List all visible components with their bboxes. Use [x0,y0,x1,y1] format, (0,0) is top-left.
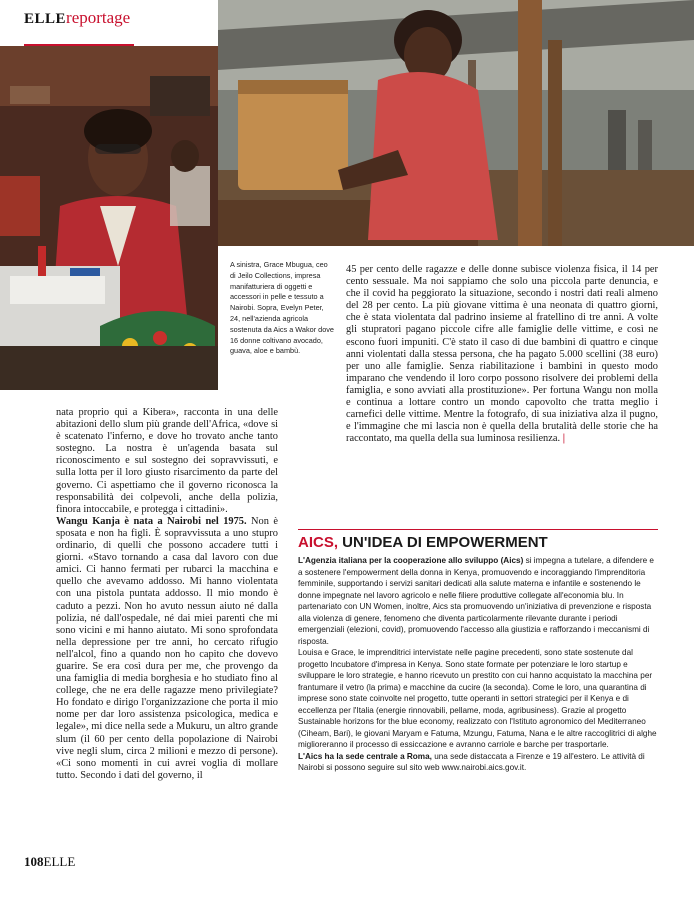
paragraph-lead: Wangu Kanja è nata a Nairobi nel 1975. [56,515,247,527]
paragraph-body: Non è sposata e non ha figli. È sopravvissuta a uno stupro ordinario, di quelli che possono accadere tutti i giorni. «Stavo tornando a casa dal lavoro con due amici. Ci hanno fermati per rubarci la macchina e quello che avevamo addosso. Mi hanno violentata con una pistola puntata addosso. Il mio mondo è caduto a pezzi. Non ho avuto nessun aiuto né dalla polizia, né dall'ospedale, né dai miei parenti che mi sono vicini e mi hanno aiutato. Mi sono sprofondata nella depressione per tre anni, ho cercato rifugio nell'alcol, fino a quando non ho capito che dovevo guarire. Se era così dura per me, che provengo da una famiglia di media borghesia e ho studiato fino al college, che ne era delle ragazze meno privilegiate? Ho fondato e dirigo l'organizzazione che porta il mio nome per dar loro assistenza psicologica, medica e legale», mi dice nella sede a Mukuru, un altro grande slum (il 60 per cento della popolazione di Nairobi vive negli slum, circa 2 milioni e mezzo di persone). «Ci sono momenti in cui avrei voglia di mollare tutto. Secondo i dati del governo, il [56,515,279,781]
article-text-right: 45 per cento delle ragazze e delle donne subisce violenza fisica, il 14 per cento sessuale. Ma noi sappiamo che solo una piccola parte denuncia, e che il covid ha peggiorato la situazione, secondo i nostri dati reali almeno del 28 per cento. La più giovane vittima è una neonata di quattro giorni, che è stata violentata dal padrino insieme al fratellino di tre anni. A volte gli stupratori pagano piccole cifre alle famiglie delle vittime, e così ne escono fuori impuniti. C'è stato il caso di due bambini di quattro e cinque anni violentati dalla stessa persona, che ha pagato 5.000 scellini (38 euro) per uno alle famiglie. Senza riabilitazione i bambini in questo modo imparano che vendendo il loro corpo possono risolvere dei problemi della famiglia, e sono avviati alla prostituzione». Per fortuna Wangu non molla e continua a lottare contro un mondo capovolto che tratta meglio i carnefici delle vittime. Mentre la fotografo, di sua iniziativa alza il pugno, e l'immagine che mi lascia non è quella della brutalità delle storie che ha raccontato, ma quella della sua luminosa resilienza. [346,264,658,445]
article-column-left [56,407,278,782]
box-body [298,555,658,774]
photo-caption: A sinistra, Grace Mbugua, ceo di Jeilo Collections, impresa manifatturiera di oggetti e accessori in pelle e tessuto a Nairobi. Sopra, Evelyn Peter, 24, nell'azienda agricola sostenuta da Aics a Wakor dove 16 donne coltivano avocado, guava, aloe e bambù. [230,260,334,356]
box-paragraph: Louisa e Grace, le imprenditrici intervistate nelle pagine precedenti, sono state sostenute dal progetto Incubatore d'impresa in Kenya. Sono state formate per potenziare le loro startup e sviluppare le loro strategie, e hanno ricevuto un prestito con cui hanno acquistato la macchina per frantumare il vetro (la prima) e macchine da cucire (la seconda). Come le loro, una quarantina di imprese sono state coinvolte nel progetto, tutte operanti in settori strategici per il Kenya e di eccellenza per l'Italia (energie rinnovabili, pellame, moda, agribusiness). Grazie al progetto Sustainable horizons for the blue economy, realizzato con l'Istituto agronomico del Mediterraneo (Ciheam, Bari), le giovani Maryam e Fatuma, Mzungu, Fatuma, Nana e le altre raccoglitrici di alghe miglioreranno il processo di essiccazione e avranno carriole e barche per trasportarle. [298,648,657,749]
page-header [24,8,224,48]
photo-left-illustration [0,46,218,390]
article-paragraph: nata proprio qui a Kibera», racconta in una delle abitazioni dello slum più grande dell'Africa, «dove si è scatenato l'inferno, e dove ho trovato anche tanto sostegno. La nostra è un'agenda basata sul riconoscimento e sul sostegno dei sopravvissuti, e sulla lotta per il loro giusto risarcimento da parte del governo. Ci aspettiamo che il governo riconosca la responsabilità dei colpevoli, anche della polizia, finora intoccabile, e protegga i cittadini». [56,407,278,515]
article-paragraph [56,516,278,782]
box-title-text: UN'IDEA DI EMPOWERMENT [338,534,548,551]
photo-evelyn-peter [218,0,694,246]
magazine-brand: ELLE [24,11,67,27]
box-title [298,534,658,551]
box-rule [298,529,658,530]
box-paragraph [298,555,658,647]
article-column-right [346,264,658,445]
photo-right-illustration [218,0,694,246]
page-number: 108 [24,854,44,869]
box-title-accent: AICS, [298,534,339,551]
box-paragraph-body: si impegna a tutelare, a difendere e a sostenere l'empowerment della donna in Kenya, promuovendo e incoraggiando l'imprenditoria femminile, supportando i servizi sanitari dedicati alla salute materna e infantile e sostenendo le donne impegnate nel lavoro agricolo e nelle filiere produttive collegate all'economia blu. In partenariato con UN Women, inoltre, Aics sta promuovendo un'iniziativa di prevenzione e risposta alla violenza di genere, fenomeno che diventa particolarmente rilevante durante i periodi emergenziali (elezioni, covid), promuovendo l'accesso alla giustizia e rafforzando i meccanismi di risposta. [298,556,654,646]
photo-grace-mbugua [0,46,218,390]
page-footer [24,854,75,870]
box-paragraph-lead: L'Aics ha la sede centrale a Roma, [298,751,432,761]
end-of-article-mark: | [562,433,565,445]
box-paragraph [298,751,658,774]
box-paragraph-lead: L'Agenzia italiana per la cooperazione allo sviluppo (Aics) [298,556,524,565]
footer-brand: ELLE [43,854,76,869]
section-name: reportage [66,8,131,27]
box-paragraph-body: una sede distaccata a Firenze e 19 all'estero. Le attività di Nairobi si possono seguire sul sito web www.nairobi.aics.gov.it. [298,751,645,772]
